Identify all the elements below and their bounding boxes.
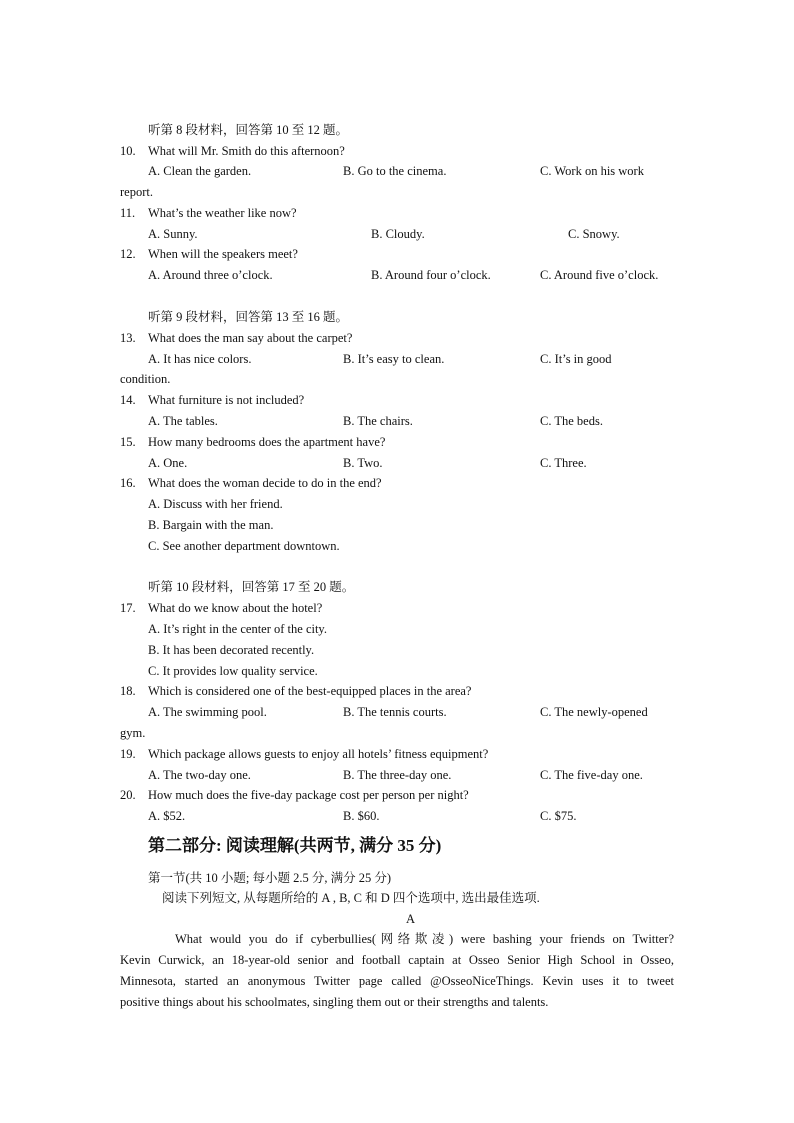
question-17-number: 17. [120,601,136,615]
question-19-option-a: A. The two-day one. [148,768,251,782]
question-13-stem: What does the man say about the carpet? [148,331,353,345]
question-14-option-c: C. The beds. [540,414,603,428]
question-16-number: 16. [120,476,136,490]
question-10-number: 10. [120,144,136,158]
question-15-option-a: A. One. [148,456,188,470]
question-16-option-b: B. Bargain with the man. [148,518,274,532]
question-13-option-b: B. It’s easy to clean. [343,352,445,366]
question-19-number: 19. [120,747,136,761]
section-heading-10: 听第 10 段材料，回答第 17 至 20 题。 [148,580,355,594]
question-13-option-c-continued: condition. [120,372,171,386]
question-19-stem: Which package allows guests to enjoy all hotels’ fitness equipment? [148,747,489,761]
question-14-option-b: B. The chairs. [343,414,413,428]
section-heading-8: 听第 8 段材料，回答第 10 至 12 题。 [148,123,349,137]
question-14-number: 14. [120,393,136,407]
question-15-option-b: B. Two. [343,456,383,470]
passage-paragraph [120,929,674,1013]
question-20-option-b: B. $60. [343,809,380,823]
part-two-subtitle: 第一节(共 10 小题; 每小题 2.5 分, 满分 25 分) [148,871,392,885]
question-14-option-a: A. The tables. [148,414,218,428]
question-19-option-b: B. The three-day one. [343,768,452,782]
passage-line-2: Kevin Curwick, an 18-year-old senior and football captain at Osseo Senior High School in Osseo, [120,953,674,967]
question-17-stem: What do we know about the hotel? [148,601,323,615]
question-11-number: 11. [120,206,136,220]
question-17-option-c: C. It provides low quality service. [148,664,318,678]
question-13-number: 13. [120,331,136,345]
question-12-option-c: C. Around five o’clock. [540,268,659,282]
question-15-number: 15. [120,435,136,449]
question-17-option-b: B. It has been decorated recently. [148,643,315,657]
passage-line-1: What would you do if cyberbullies(网络欺凌) were bashing your friends on Twitter? [175,932,674,946]
question-11-option-b: B. Cloudy. [371,227,425,241]
question-18-option-a: A. The swimming pool. [148,705,267,719]
question-10-option-a: A. Clean the garden. [148,164,252,178]
question-20-option-a: A. $52. [148,809,186,823]
question-10-stem: What will Mr. Smith do this afternoon? [148,144,345,158]
section-heading-9: 听第 9 段材料，回答第 13 至 16 题。 [148,310,349,324]
part-two-title: 第二部分: 阅读理解(共两节, 满分 35 分) [148,836,442,855]
question-12-option-a: A. Around three o’clock. [148,268,273,282]
question-10-option-c: C. Work on his work [540,164,644,178]
question-14-stem: What furniture is not included? [148,393,305,407]
question-12-number: 12. [120,247,136,261]
question-10-option-b: B. Go to the cinema. [343,164,447,178]
passage-line-4: positive things about his schoolmates, singling them out or their strengths and talents. [120,995,549,1009]
question-18-option-c-continued: gym. [120,726,146,740]
question-13-option-a: A. It has nice colors. [148,352,252,366]
question-16-option-c: C. See another department downtown. [148,539,340,553]
question-18-number: 18. [120,684,136,698]
question-12-option-b: B. Around four o’clock. [371,268,491,282]
question-15-stem: How many bedrooms does the apartment have? [148,435,386,449]
question-13-option-c: C. It’s in good [540,352,612,366]
question-19-option-c: C. The five-day one. [540,768,643,782]
question-16-stem: What does the woman decide to do in the end? [148,476,382,490]
question-11-stem: What’s the weather like now? [148,206,297,220]
question-11-option-a: A. Sunny. [148,227,198,241]
question-18-option-b: B. The tennis courts. [343,705,447,719]
question-12-stem: When will the speakers meet? [148,247,298,261]
question-15-option-c: C. Three. [540,456,587,470]
question-16-option-a: A. Discuss with her friend. [148,497,283,511]
question-10-option-c-continued: report. [120,185,153,199]
question-20-option-c: C. $75. [540,809,577,823]
question-20-stem: How much does the five-day package cost per person per night? [148,788,469,802]
question-18-stem: Which is considered one of the best-equipped places in the area? [148,684,472,698]
question-17-option-a: A. It’s right in the center of the city. [148,622,327,636]
question-11-option-c: C. Snowy. [568,227,620,241]
passage-label: A [406,912,416,926]
passage-line-3: Minnesota, started an anonymous Twitter page called @OsseoNiceThings. Kevin uses it to tweet [120,974,674,988]
part-two-instructions: 阅读下列短文, 从每题所给的 A , B, C 和 D 四个选项中, 选出最佳选项. [162,891,540,905]
question-18-option-c: C. The newly-opened [540,705,648,719]
question-20-number: 20. [120,788,136,802]
